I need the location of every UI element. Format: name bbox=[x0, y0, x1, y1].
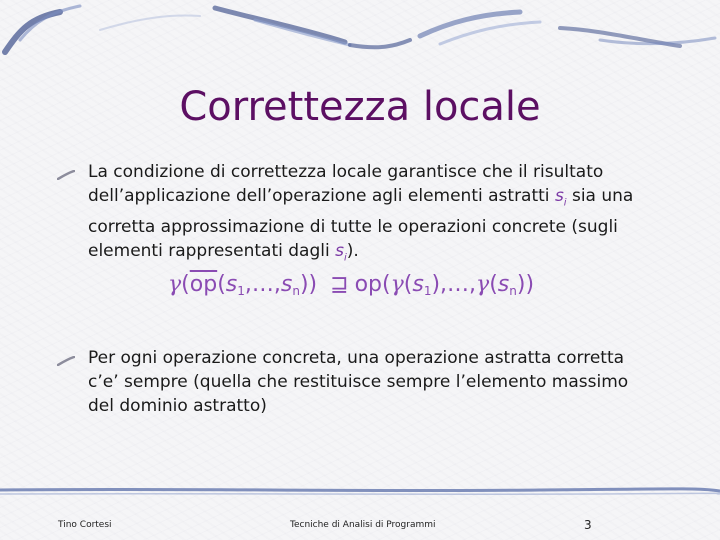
formula-rhs-paren: ( bbox=[403, 272, 413, 297]
bullet-text-2: Per ogni operazione concreta, una operazione astratta corretta c’e’ sempre (quella che restituisce sempre l’elemento massimo del dominio astratto) bbox=[88, 348, 629, 416]
formula-dots-1: ,…, bbox=[244, 272, 281, 297]
bullet1-text-c: ). bbox=[346, 241, 359, 262]
page-number: 3 bbox=[584, 518, 592, 532]
bottom-decoration bbox=[0, 482, 720, 502]
footer-author: Tino Cortesi bbox=[58, 520, 112, 530]
formula-op-concrete: op bbox=[354, 272, 383, 297]
formula-rhs-close: )) bbox=[516, 272, 535, 297]
formula-rhs-sub-n: n bbox=[509, 284, 517, 298]
formula-rhs-open: ( bbox=[382, 272, 391, 297]
slide-title: Correttezza locale bbox=[179, 84, 541, 130]
formula-sn: s bbox=[280, 272, 293, 297]
formula-rhs-sn: s bbox=[497, 272, 510, 297]
var-si-letter: s bbox=[554, 186, 564, 206]
formula-sub-1: 1 bbox=[237, 284, 245, 298]
var-si bbox=[554, 186, 567, 209]
formula-rhs-paren-2: ( bbox=[489, 272, 498, 297]
var-si2-sub: i bbox=[343, 252, 347, 264]
bullet-text-1 bbox=[88, 160, 658, 271]
formula-gamma-3: γ bbox=[476, 272, 490, 297]
formula bbox=[168, 272, 568, 308]
top-decoration bbox=[0, 0, 720, 62]
bullet1-text-a: La condizione di correttezza locale garantisce che il risultato dell’applicazione dell’operazione agli elementi astratti bbox=[88, 162, 604, 206]
formula-s1: s bbox=[225, 272, 238, 297]
formula-open: ( bbox=[181, 272, 190, 297]
formula-op-abstract: $\overline{op}$ bbox=[189, 272, 218, 297]
formula-rhs-s1: s bbox=[412, 272, 424, 297]
var-si2-letter: s bbox=[335, 241, 344, 262]
bullet-icon bbox=[57, 170, 75, 180]
bullet-icon bbox=[57, 356, 75, 366]
var-si-2 bbox=[335, 241, 347, 264]
var-si-sub: i bbox=[563, 197, 567, 209]
bullet1-text-b: sia una corretta approssimazione di tutte le operazioni concrete (sugli elementi rappresentati dagli bbox=[88, 186, 634, 262]
formula-gamma-1: γ bbox=[168, 272, 182, 297]
formula-contains: ⊒ bbox=[330, 272, 349, 297]
formula-gamma-2: γ bbox=[390, 272, 404, 297]
formula-rhs-mid: ),…, bbox=[431, 272, 477, 297]
formula-args-open: ( bbox=[217, 272, 226, 297]
formula-close-lhs: )) bbox=[299, 272, 318, 297]
formula-sub-n: n bbox=[292, 284, 300, 298]
formula-rhs-sub-1: 1 bbox=[423, 284, 432, 298]
footer-course: Tecniche di Analisi di Programmi bbox=[290, 520, 436, 530]
